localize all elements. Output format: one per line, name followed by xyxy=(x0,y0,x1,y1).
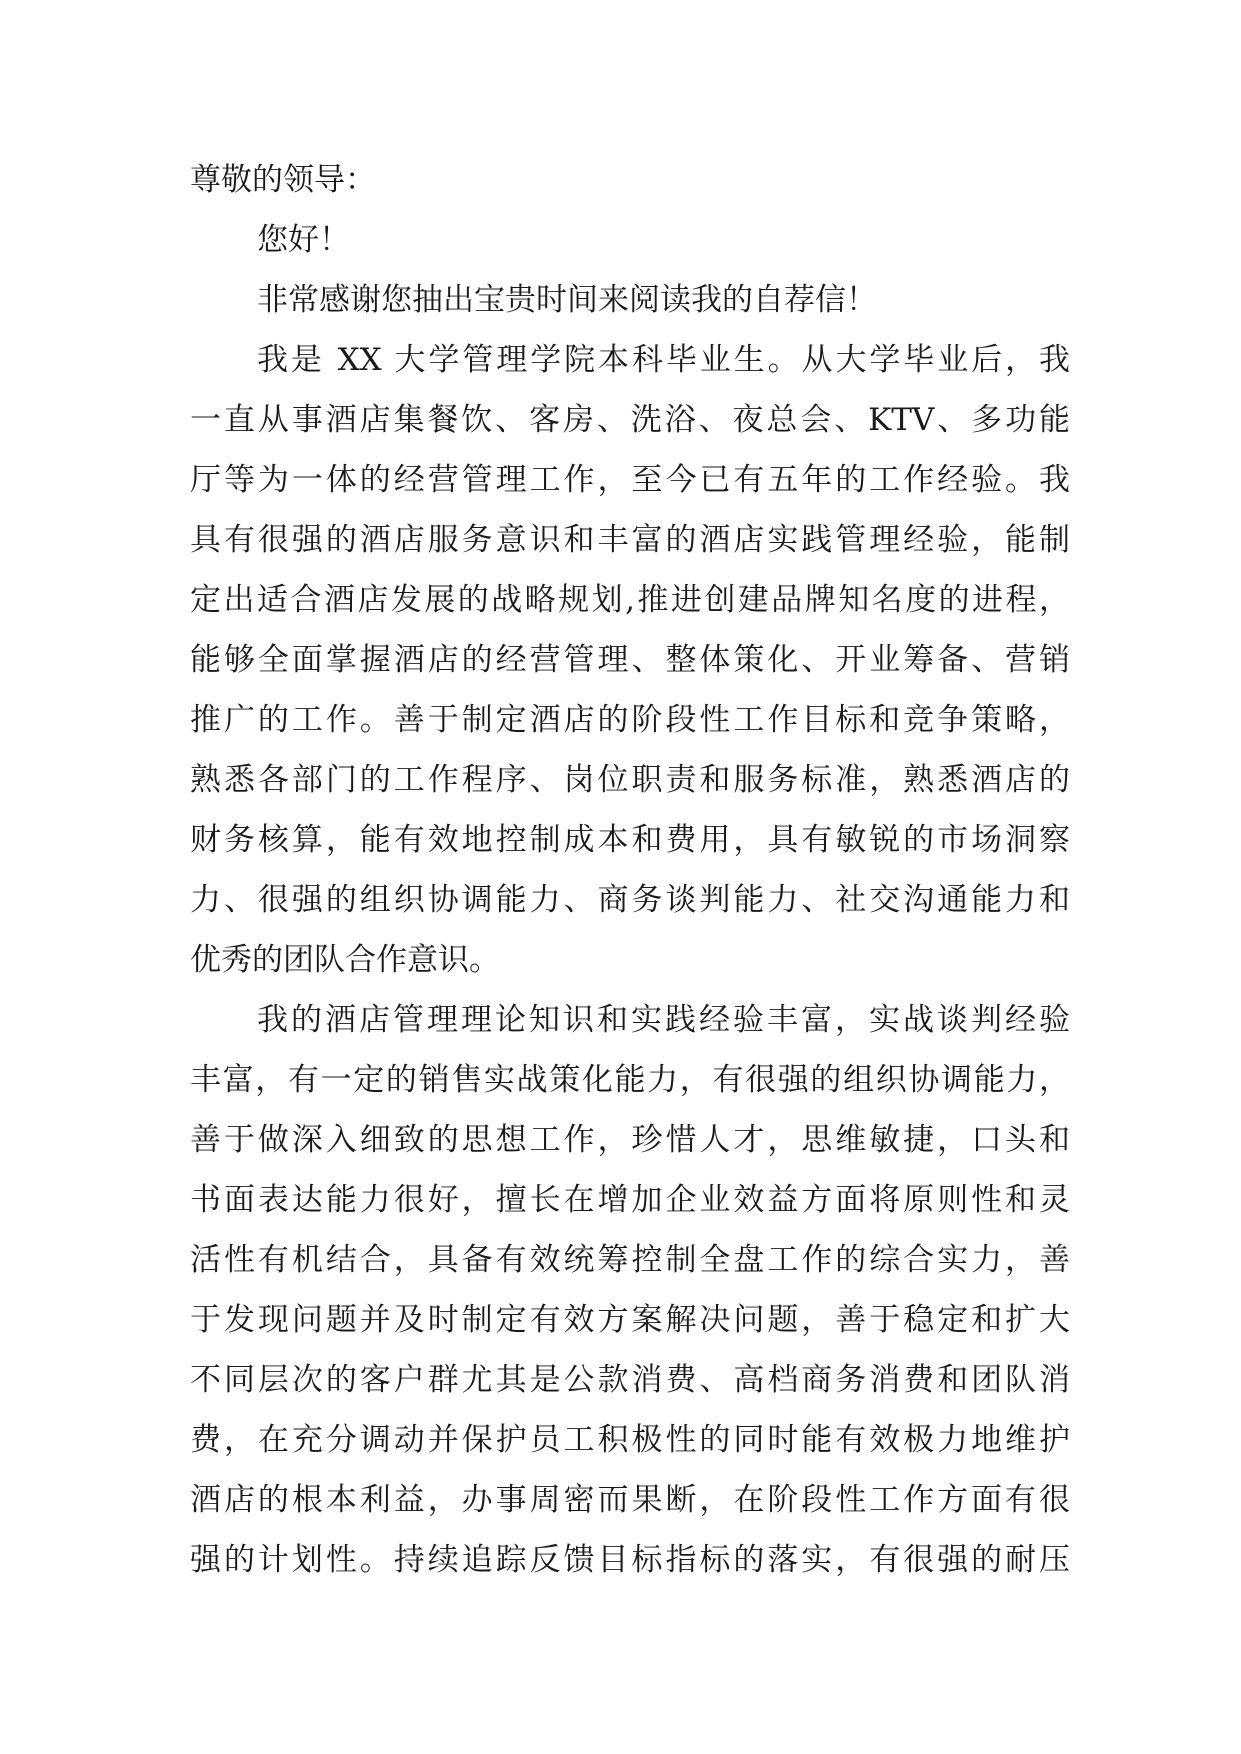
greeting: 您好！ xyxy=(257,222,350,258)
paragraph-line: 活性有机结合，具备有效统筹控制全盘工作的综合实力，善 xyxy=(190,1242,1070,1278)
paragraph-line: 费，在充分调动并保护员工积极性的同时能有效极力地维护 xyxy=(190,1422,1070,1458)
paragraph-2 xyxy=(190,990,1070,1590)
paragraph-line: 推广的工作。善于制定酒店的阶段性工作目标和竞争策略， xyxy=(190,702,1070,738)
paragraph-line: 熟悉各部门的工作程序、岗位职责和服务标准，熟悉酒店的 xyxy=(190,762,1070,798)
paragraph-line: 书面表达能力很好，擅长在增加企业效益方面将原则性和灵 xyxy=(190,1182,1070,1218)
paragraph-line: 优秀的团队合作意识。 xyxy=(190,942,500,978)
paragraph-line: 厅等为一体的经营管理工作，至今已有五年的工作经验。我 xyxy=(190,462,1070,498)
paragraph-line: 善于做深入细致的思想工作，珍惜人才，思维敏捷，口头和 xyxy=(190,1122,1070,1158)
paragraph-line: 不同层次的客户群尤其是公款消费、高档商务消费和团队消 xyxy=(190,1362,1070,1398)
paragraph-line: 能够全面掌握酒店的经营管理、整体策化、开业筹备、营销 xyxy=(190,642,1070,678)
thanks-line: 非常感谢您抽出宝贵时间来阅读我的自荐信！ xyxy=(257,282,877,318)
paragraph-line: 我是 XX 大学管理学院本科毕业生。从大学毕业后，我 xyxy=(257,342,1070,378)
paragraph-line: 丰富，有一定的销售实战策化能力，有很强的组织协调能力， xyxy=(190,1062,1070,1098)
paragraph-line: 财务核算，能有效地控制成本和费用，具有敏锐的市场洞察 xyxy=(190,822,1070,858)
letter-body xyxy=(190,150,1070,1590)
paragraph-line: 强的计划性。持续追踪反馈目标指标的落实，有很强的耐压 xyxy=(190,1542,1070,1578)
paragraph-line: 一直从事酒店集餐饮、客房、洗浴、夜总会、KTV、多功能 xyxy=(190,402,1070,438)
paragraph-line: 具有很强的酒店服务意识和丰富的酒店实践管理经验，能制 xyxy=(190,522,1070,558)
paragraph-line: 我的酒店管理理论知识和实践经验丰富，实战谈判经验 xyxy=(257,1002,1070,1038)
paragraph-line: 力、很强的组织协调能力、商务谈判能力、社交沟通能力和 xyxy=(190,882,1070,918)
paragraph-line: 酒店的根本利益，办事周密而果断，在阶段性工作方面有很 xyxy=(190,1482,1070,1518)
paragraph-1 xyxy=(190,330,1070,990)
paragraph-line: 定出适合酒店发展的战略规划,推进创建品牌知名度的进程， xyxy=(190,582,1070,618)
salutation: 尊敬的领导： xyxy=(190,162,376,198)
paragraph-line: 于发现问题并及时制定有效方案解决问题，善于稳定和扩大 xyxy=(190,1302,1070,1338)
